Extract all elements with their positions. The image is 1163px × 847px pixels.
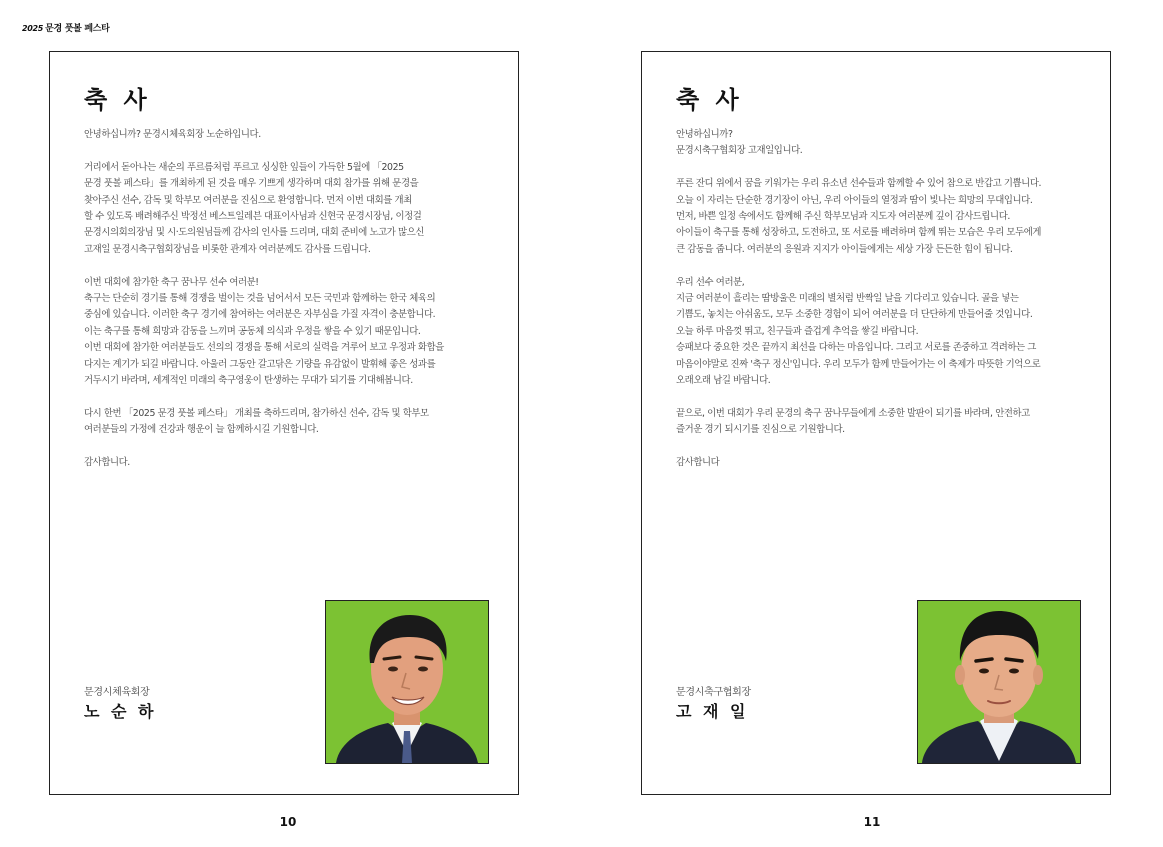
text-line: 감사합니다 <box>676 457 720 469</box>
text-line: 아이들이 축구를 통해 성장하고, 도전하고, 또 서로를 배려하며 함께 뛰는 모습은 우리 모두에게 <box>676 227 1042 239</box>
text-line: 우리 선수 여러분, <box>676 276 745 288</box>
text-line: 안녕하십니까? 문경시체육회장 노순하입니다. <box>84 129 261 140</box>
text-line: 할 수 있도록 배려해주신 박정선 베스트일레븐 대표이사님과 신현국 문경시장님, 이정걸 <box>84 211 422 223</box>
text-line: 큰 감동을 줍니다. 여러분의 응원과 지지가 아이들에게는 세상 가장 든든한 힘이 됩니다. <box>676 243 1013 255</box>
text-line: 문경시의회의장님 및 시·도의원님들께 감사의 인사를 드리며, 대회 준비에 노고가 많으신 <box>84 227 425 239</box>
left-portrait-photo <box>325 600 489 764</box>
text-line: 오늘 하루 마음껏 뛰고, 친구들과 즐겁게 추억을 쌓길 바랍니다. <box>676 325 919 337</box>
paragraph <box>84 455 514 471</box>
text-line: 이는 축구를 통해 희망과 감동을 느끼며 공동체 의식과 우정을 쌓을 수 있기 때문입니다. <box>84 325 421 337</box>
portrait-photo-icon <box>326 601 488 763</box>
text-line: 즐거운 경기 되시기를 진심으로 기원합니다. <box>676 424 845 436</box>
paragraph <box>676 406 1106 439</box>
text-line: 중심에 있습니다. 이러한 축구 경기에 참여하는 여러분은 자부심을 가질 자격이 충분합니다. <box>84 309 436 321</box>
right-page <box>641 51 1111 795</box>
right-page-body <box>676 127 1106 488</box>
paragraph <box>84 127 514 143</box>
left-page-body <box>84 127 514 488</box>
text-line: 승패보다 중요한 것은 끝까지 최선을 다하는 마음입니다. 그리고 서로를 존중하고 격려하는 그 <box>676 342 1036 354</box>
text-line: 먼저, 바쁜 일정 속에서도 함께해 주신 학부모님과 지도자 여러분께 깊이 감사드립니다. <box>676 211 1010 223</box>
text-line: 문경시축구협회장 고재일입니다. <box>676 145 803 157</box>
text-line: 푸른 잔디 위에서 꿈을 키워가는 우리 유소년 선수들과 함께할 수 있어 참으로 반갑고 기쁩니다. <box>676 178 1042 190</box>
header-brand-text: 문경 풋볼 페스타 <box>45 24 110 34</box>
left-page-title: 축 사 <box>84 86 151 114</box>
paragraph <box>676 127 1106 160</box>
text-line: 기쁨도, 놓치는 아쉬움도, 모두 소중한 경험이 되어 여러분을 더 단단하게 만들어줄 것입니다. <box>676 309 1033 321</box>
text-line: 고재일 문경시축구협회장님을 비롯한 관계자 여러분께도 감사를 드립니다. <box>84 243 371 255</box>
text-line: 다시 한번 「2025 문경 풋볼 페스타」 개최를 축하드리며, 참가하신 선수, 감독 및 학부모 <box>84 407 429 419</box>
text-line: 다지는 계기가 되길 바랍니다. 아울러 그동안 갈고닦은 기량을 유감없이 발휘해 좋은 성과를 <box>84 358 436 370</box>
text-line: 이번 대회에 참가한 여러분들도 선의의 경쟁을 통해 서로의 실력을 겨루어 보고 우정과 화합을 <box>84 342 444 354</box>
header-brand-year: 2025 <box>22 24 44 33</box>
text-line: 거두시기 바라며, 세계적인 미래의 축구영웅이 탄생하는 무대가 되기를 기대해봅니다. <box>84 375 413 387</box>
text-line: 끝으로, 이번 대회가 우리 문경의 축구 꿈나무들에게 소중한 발판이 되기를 바라며, 안전하고 <box>676 407 1030 419</box>
text-line: 거리에서 돋아나는 새순의 푸르름처럼 푸르고 싱싱한 잎들이 가득한 5월에 「2025 <box>84 161 404 173</box>
left-signature <box>84 683 157 722</box>
text-line: 오늘 이 자리는 단순한 경기장이 아닌, 우리 아이들의 열정과 땀이 빛나는 희망의 무대입니다. <box>676 194 1033 206</box>
paragraph <box>84 275 514 390</box>
signature-name: 노 순 하 <box>84 702 157 721</box>
text-line: 여러분들의 가정에 건강과 행운이 늘 함께하시길 기원합니다. <box>84 424 319 436</box>
right-signature <box>676 683 751 722</box>
left-page <box>49 51 519 795</box>
paragraph <box>84 160 514 258</box>
right-portrait-photo <box>917 600 1081 764</box>
text-line: 이번 대회에 참가한 축구 꿈나무 선수 여러분! <box>84 276 259 288</box>
paragraph <box>676 455 1106 471</box>
signature-role: 문경시축구협회장 <box>676 687 751 698</box>
text-line: 찾아주신 선수, 감독 및 학부모 여러분을 진심으로 환영합니다. 먼저 이번 대회를 개최 <box>84 194 412 206</box>
text-line: 감사합니다. <box>84 457 130 469</box>
page-number-left: 10 <box>279 815 297 829</box>
paragraph <box>84 406 514 439</box>
text-line: 문경 풋볼 페스타」를 개최하게 된 것을 매우 기쁘게 생각하며 대회 참가를 위해 문경을 <box>84 178 419 190</box>
header-brand <box>22 21 110 34</box>
text-line: 지금 여러분이 흘리는 땀방울은 미래의 별처럼 반짝일 날을 기다리고 있습니다. 골을 넣는 <box>676 293 1019 305</box>
text-line: 오래오래 남길 바랍니다. <box>676 375 771 387</box>
text-line: 마음이야말로 진짜 '축구 정신'입니다. 우리 모두가 함께 만들어가는 이 축제가 따뜻한 기억으로 <box>676 358 1041 370</box>
right-page-title: 축 사 <box>676 86 743 114</box>
text-line: 안녕하십니까? <box>676 129 733 140</box>
portrait-photo-icon <box>918 601 1080 763</box>
paragraph <box>676 275 1106 390</box>
page-number-right: 11 <box>863 815 881 829</box>
signature-name: 고 재 일 <box>676 702 749 721</box>
signature-role: 문경시체육회장 <box>84 687 150 698</box>
paragraph <box>676 176 1106 258</box>
text-line: 축구는 단순히 경기를 통해 경쟁을 벌이는 것을 넘어서서 모든 국민과 함께하는 한국 체육의 <box>84 293 436 305</box>
